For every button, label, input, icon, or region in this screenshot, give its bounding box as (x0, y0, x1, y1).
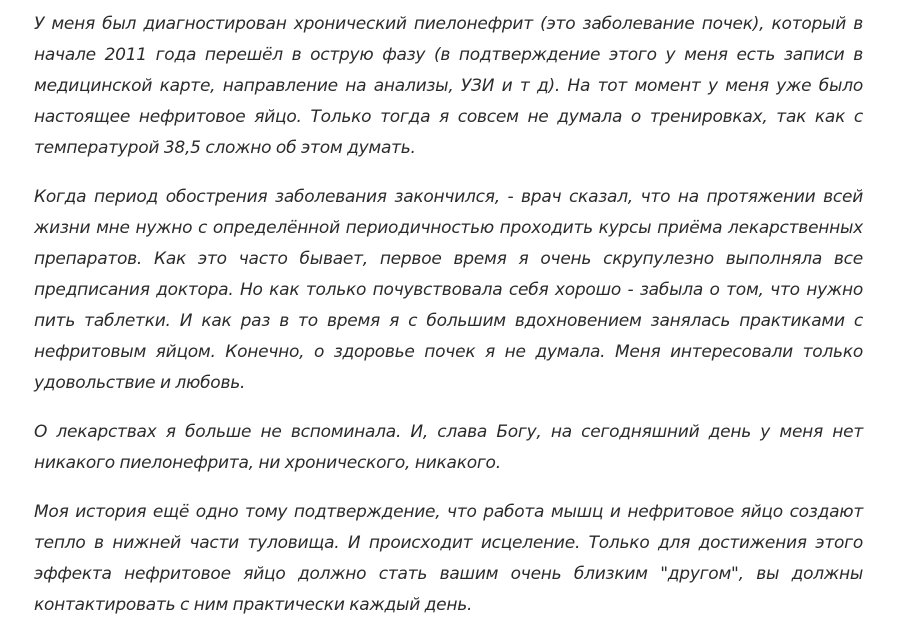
article-paragraph: Когда период обострения заболевания закончился, - врач сказал, что на протяжении всей жизни мне нужно с определённой периодичностью проходить курсы приёма лекарственных препаратов. Как это часто бывает, первое время я очень скрупулезно выполняла все предписания доктора. Но как только почувствовала себя хорошо - забыла о том, что нужно пить таблетки. И как раз в то время я с большим вдохновением занялась практиками с нефритовым яйцом. Конечно, о здоровье почек я не думала. Меня интересовали только удовольствие и любовь. (34, 187, 863, 393)
article-paragraph: У меня был диагностирован хронический пиелонефрит (это заболевание почек), который в начале 2011 года перешёл в острую фазу (в подтверждение этого у меня есть записи в медицинской карте, направление на анализы, УЗИ и т д). На тот момент у меня уже было настоящее нефритовое яйцо. Только тогда я совсем не думала о тренировках, так как с температурой 38,5 сложно об этом думать. (34, 14, 863, 158)
article-paragraph: Моя история ещё одно тому подтверждение, что работа мышц и нефритовое яйцо создают тепло в нижней части туловища. И происходит исцеление. Только для достижения этого эффекта нефритовое яйцо должно стать вашим очень близким "другом", вы должны контактировать с ним практически каждый день. (34, 502, 863, 615)
article-paragraph: О лекарствах я больше не вспоминала. И, слава Богу, на сегодняшний день у меня нет никакого пиелонефрита, ни хронического, никакого. (34, 422, 863, 473)
